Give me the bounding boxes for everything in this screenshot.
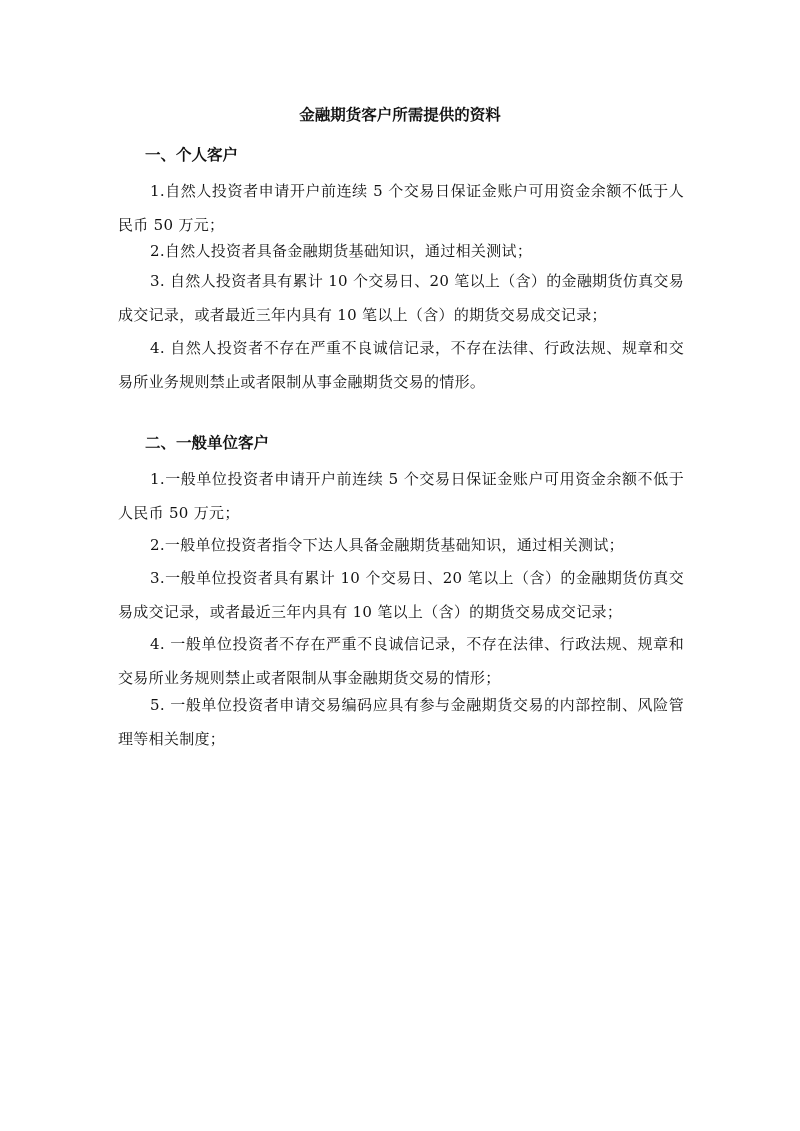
- section-heading-institutional: 二、一般单位客户: [145, 434, 270, 452]
- institutional-item-1: 1.一般单位投资者申请开户前连续 5 个交易日保证金账户可用资金余额不低于人民币 50 万元；: [118, 470, 684, 522]
- individual-item-1: 1.自然人投资者申请开户前连续 5 个交易日保证金账户可用资金余额不低于人民币 50 万元；: [118, 182, 684, 234]
- individual-item-3: 3. 自然人投资者具有累计 10 个交易日、20 笔以上（含）的金融期货仿真交易成交记录，或者最近三年内具有 10 笔以上（含）的期货交易成交记录；: [118, 272, 684, 324]
- institutional-item-3: 3.一般单位投资者具有累计 10 个交易日、20 笔以上（含）的金融期货仿真交易成交记录，或者最近三年内具有 10 笔以上（含）的期货交易成交记录；: [118, 569, 684, 621]
- institutional-item-2: 2.一般单位投资者指令下达人具备金融期货基础知识，通过相关测试；: [150, 536, 624, 554]
- individual-item-4: 4. 自然人投资者不存在严重不良诚信记录，不存在法律、行政法规、规章和交易所业务规则禁止或者限制从事金融期货交易的情形。: [118, 339, 684, 391]
- document-title: 金融期货客户所需提供的资料: [299, 106, 501, 124]
- section-heading-individual: 一、个人客户: [145, 146, 239, 164]
- individual-item-2: 2.自然人投资者具备金融期货基础知识，通过相关测试；: [150, 242, 533, 260]
- institutional-item-4: 4. 一般单位投资者不存在严重不良诚信记录，不存在法律、行政法规、规章和交易所业务规则禁止或者限制从事金融期货交易的情形；: [118, 635, 684, 687]
- institutional-item-5: 5. 一般单位投资者申请交易编码应具有参与金融期货交易的内部控制、风险管理等相关制度；: [118, 696, 684, 748]
